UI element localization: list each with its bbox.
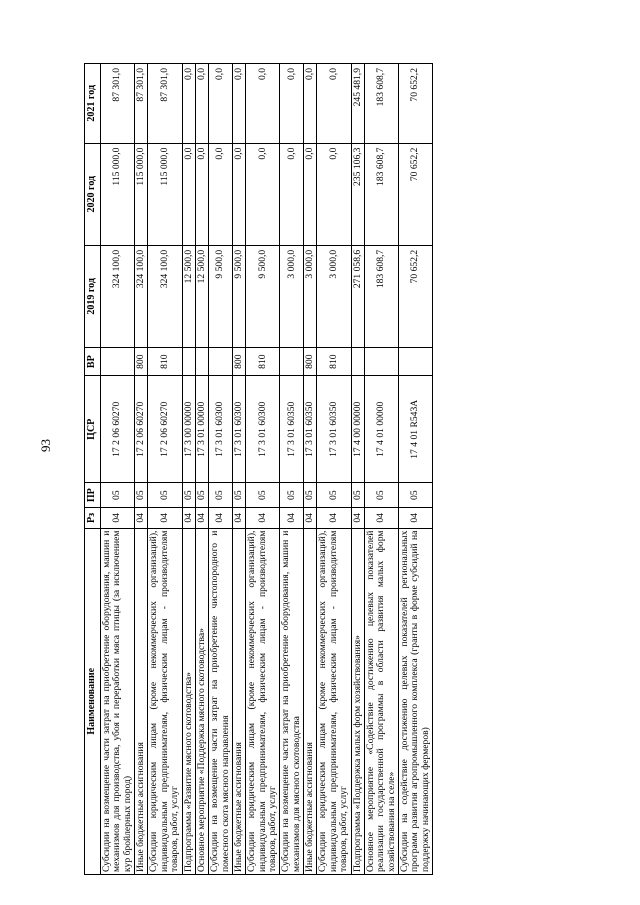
table-row — [398, 64, 432, 875]
cell-name: Субсидии на содействие достижению целевых показателей региональных программ развития агропромышленного комплекса (гранты в форме субсидий на поддержку начинающих фермеров) — [398, 528, 432, 874]
cell-y2019: 9 500,0 — [209, 245, 233, 347]
cell-pr: 05 — [135, 483, 148, 508]
cell-rz: 04 — [351, 508, 364, 528]
cell-y2021: 0,0 — [182, 64, 195, 144]
cell-y2020: 0,0 — [182, 143, 195, 245]
table-row — [232, 64, 245, 875]
cell-y2020: 0,0 — [209, 143, 233, 245]
cell-rz: 04 — [398, 508, 432, 528]
header-2019: 2019 год — [85, 245, 101, 347]
cell-rz: 04 — [364, 508, 398, 528]
cell-pr: 05 — [232, 483, 245, 508]
cell-y2019: 3 000,0 — [280, 245, 304, 347]
cell-csr: 17 3 00 00000 — [182, 376, 195, 483]
cell-y2019: 324 100,0 — [135, 245, 148, 347]
cell-y2020: 0,0 — [246, 143, 280, 245]
cell-y2021: 87 301,0 — [148, 64, 182, 144]
cell-vr: 810 — [246, 348, 280, 376]
cell-vr: 800 — [135, 348, 148, 376]
cell-csr: 17 3 01 00000 — [195, 376, 208, 483]
cell-csr: 17 4 01 R543А — [398, 376, 432, 483]
cell-name: Иные бюджетные ассигнования — [135, 528, 148, 874]
page-number: 93 — [38, 439, 53, 452]
cell-pr: 05 — [182, 483, 195, 508]
header-pr: ПР — [85, 483, 101, 508]
cell-rz: 04 — [304, 508, 317, 528]
cell-name: Иные бюджетные ассигнования — [304, 528, 317, 874]
header-rz: Рз — [85, 508, 101, 528]
cell-y2020: 183 608,7 — [364, 143, 398, 245]
cell-csr: 17 3 01 60300 — [209, 376, 233, 483]
cell-y2021: 0,0 — [209, 64, 233, 144]
table-row — [351, 64, 364, 875]
cell-csr: 17 3 01 60350 — [304, 376, 317, 483]
cell-rz: 04 — [317, 508, 351, 528]
cell-csr: 17 3 01 60300 — [246, 376, 280, 483]
cell-rz: 04 — [101, 508, 135, 528]
cell-vr — [280, 348, 304, 376]
cell-csr: 17 3 01 60350 — [317, 376, 351, 483]
cell-y2019: 70 652,2 — [398, 245, 432, 347]
cell-csr: 17 2 06 60270 — [135, 376, 148, 483]
cell-y2019: 9 500,0 — [232, 245, 245, 347]
cell-y2021: 0,0 — [195, 64, 208, 144]
cell-name: Субсидии на возмещение части затрат на приобретение чистопородного и помесного скота мясного направления — [209, 528, 233, 874]
cell-y2020: 0,0 — [304, 143, 317, 245]
header-2020: 2020 год — [85, 143, 101, 245]
cell-vr — [364, 348, 398, 376]
cell-y2019: 3 000,0 — [304, 245, 317, 347]
cell-y2019: 324 100,0 — [148, 245, 182, 347]
cell-rz: 04 — [182, 508, 195, 528]
cell-name: Субсидии юридическим лицам (кроме некоммерческих организаций), индивидуальным предпринимателям, физическим лицам - производителям товаров, работ, услуг — [317, 528, 351, 874]
header-row — [85, 64, 101, 875]
cell-csr: 17 4 00 00000 — [351, 376, 364, 483]
cell-name: Основное мероприятие «Содействие достижению целевых показателей реализации государственной программы в области развития малых форм хозяйствования на селе» — [364, 528, 398, 874]
cell-pr: 05 — [246, 483, 280, 508]
cell-pr: 05 — [280, 483, 304, 508]
table-row — [246, 64, 280, 875]
table-row — [317, 64, 351, 875]
cell-name: Подпрограмма «Развитие мясного скотоводства» — [182, 528, 195, 874]
cell-y2020: 70 652,2 — [398, 143, 432, 245]
cell-y2021: 0,0 — [304, 64, 317, 144]
table-row — [148, 64, 182, 875]
table-row — [195, 64, 208, 875]
cell-name: Субсидии юридическим лицам (кроме некоммерческих организаций), индивидуальным предпринимателям, физическим лицам - производителям товаров, работ, услуг — [148, 528, 182, 874]
table-row — [182, 64, 195, 875]
cell-name: Субсидии на возмещение части затрат на приобретение оборудования, машин и механизмов для производства, убоя и переработки мяса птицы (за исключением кур бройлерных пород) — [101, 528, 135, 874]
cell-rz: 04 — [148, 508, 182, 528]
cell-csr: 17 2 06 60270 — [101, 376, 135, 483]
cell-name: Субсидии юридическим лицам (кроме некоммерческих организаций), индивидуальным предпринимателям, физическим лицам - производителям товаров, работ, услуг — [246, 528, 280, 874]
cell-pr: 05 — [195, 483, 208, 508]
cell-y2019: 12 500,0 — [195, 245, 208, 347]
cell-csr: 17 4 01 00000 — [364, 376, 398, 483]
cell-vr — [351, 348, 364, 376]
cell-y2020: 0,0 — [232, 143, 245, 245]
cell-y2020: 115 000,0 — [101, 143, 135, 245]
cell-y2020: 0,0 — [195, 143, 208, 245]
cell-csr: 17 3 01 60300 — [232, 376, 245, 483]
cell-vr — [182, 348, 195, 376]
cell-y2021: 183 608,7 — [364, 64, 398, 144]
cell-vr — [398, 348, 432, 376]
cell-pr: 05 — [304, 483, 317, 508]
cell-name: Подпрограмма «Поддержка малых форм хозяйствования» — [351, 528, 364, 874]
table-row — [304, 64, 317, 875]
cell-y2021: 0,0 — [232, 64, 245, 144]
cell-rz: 04 — [280, 508, 304, 528]
cell-vr: 810 — [148, 348, 182, 376]
cell-pr: 05 — [317, 483, 351, 508]
header-2021: 2021 год — [85, 64, 101, 144]
cell-y2020: 0,0 — [280, 143, 304, 245]
table-row — [280, 64, 304, 875]
cell-vr — [101, 348, 135, 376]
cell-y2021: 87 301,0 — [101, 64, 135, 144]
cell-csr: 17 3 01 60350 — [280, 376, 304, 483]
cell-csr: 17 2 06 60270 — [148, 376, 182, 483]
cell-pr: 05 — [101, 483, 135, 508]
cell-y2021: 0,0 — [246, 64, 280, 144]
cell-pr: 05 — [148, 483, 182, 508]
header-vr: ВР — [85, 348, 101, 376]
cell-vr: 810 — [317, 348, 351, 376]
cell-name: Основное мероприятие «Поддержка мясного скотоводства» — [195, 528, 208, 874]
cell-y2020: 235 106,3 — [351, 143, 364, 245]
cell-rz: 04 — [209, 508, 233, 528]
table-row — [364, 64, 398, 875]
cell-y2019: 271 058,6 — [351, 245, 364, 347]
cell-vr — [195, 348, 208, 376]
cell-rz: 04 — [232, 508, 245, 528]
header-csr: ЦСР — [85, 376, 101, 483]
cell-rz: 04 — [135, 508, 148, 528]
cell-y2019: 9 500,0 — [246, 245, 280, 347]
cell-y2019: 183 608,7 — [364, 245, 398, 347]
cell-y2021: 70 652,2 — [398, 64, 432, 144]
cell-vr — [209, 348, 233, 376]
cell-vr: 800 — [304, 348, 317, 376]
table-row — [101, 64, 135, 875]
rotated-table-wrapper — [84, 63, 433, 875]
cell-vr: 800 — [232, 348, 245, 376]
cell-name: Иные бюджетные ассигнования — [232, 528, 245, 874]
cell-y2019: 324 100,0 — [101, 245, 135, 347]
cell-y2019: 12 500,0 — [182, 245, 195, 347]
cell-rz: 04 — [195, 508, 208, 528]
cell-pr: 05 — [351, 483, 364, 508]
budget-table — [84, 63, 433, 875]
cell-y2021: 87 301,0 — [135, 64, 148, 144]
cell-pr: 05 — [209, 483, 233, 508]
cell-y2020: 115 000,0 — [148, 143, 182, 245]
cell-pr: 05 — [364, 483, 398, 508]
cell-rz: 04 — [246, 508, 280, 528]
cell-y2020: 115 000,0 — [135, 143, 148, 245]
header-name: Наименование — [85, 528, 101, 874]
table-row — [135, 64, 148, 875]
table-body — [101, 64, 433, 875]
cell-name: Субсидии на возмещение части затрат на приобретение оборудования, машин и механизмов для мясного скотоводства — [280, 528, 304, 874]
table-row — [209, 64, 233, 875]
cell-pr: 05 — [398, 483, 432, 508]
cell-y2019: 3 000,0 — [317, 245, 351, 347]
cell-y2021: 245 481,9 — [351, 64, 364, 144]
cell-y2021: 0,0 — [317, 64, 351, 144]
cell-y2021: 0,0 — [280, 64, 304, 144]
cell-y2020: 0,0 — [317, 143, 351, 245]
